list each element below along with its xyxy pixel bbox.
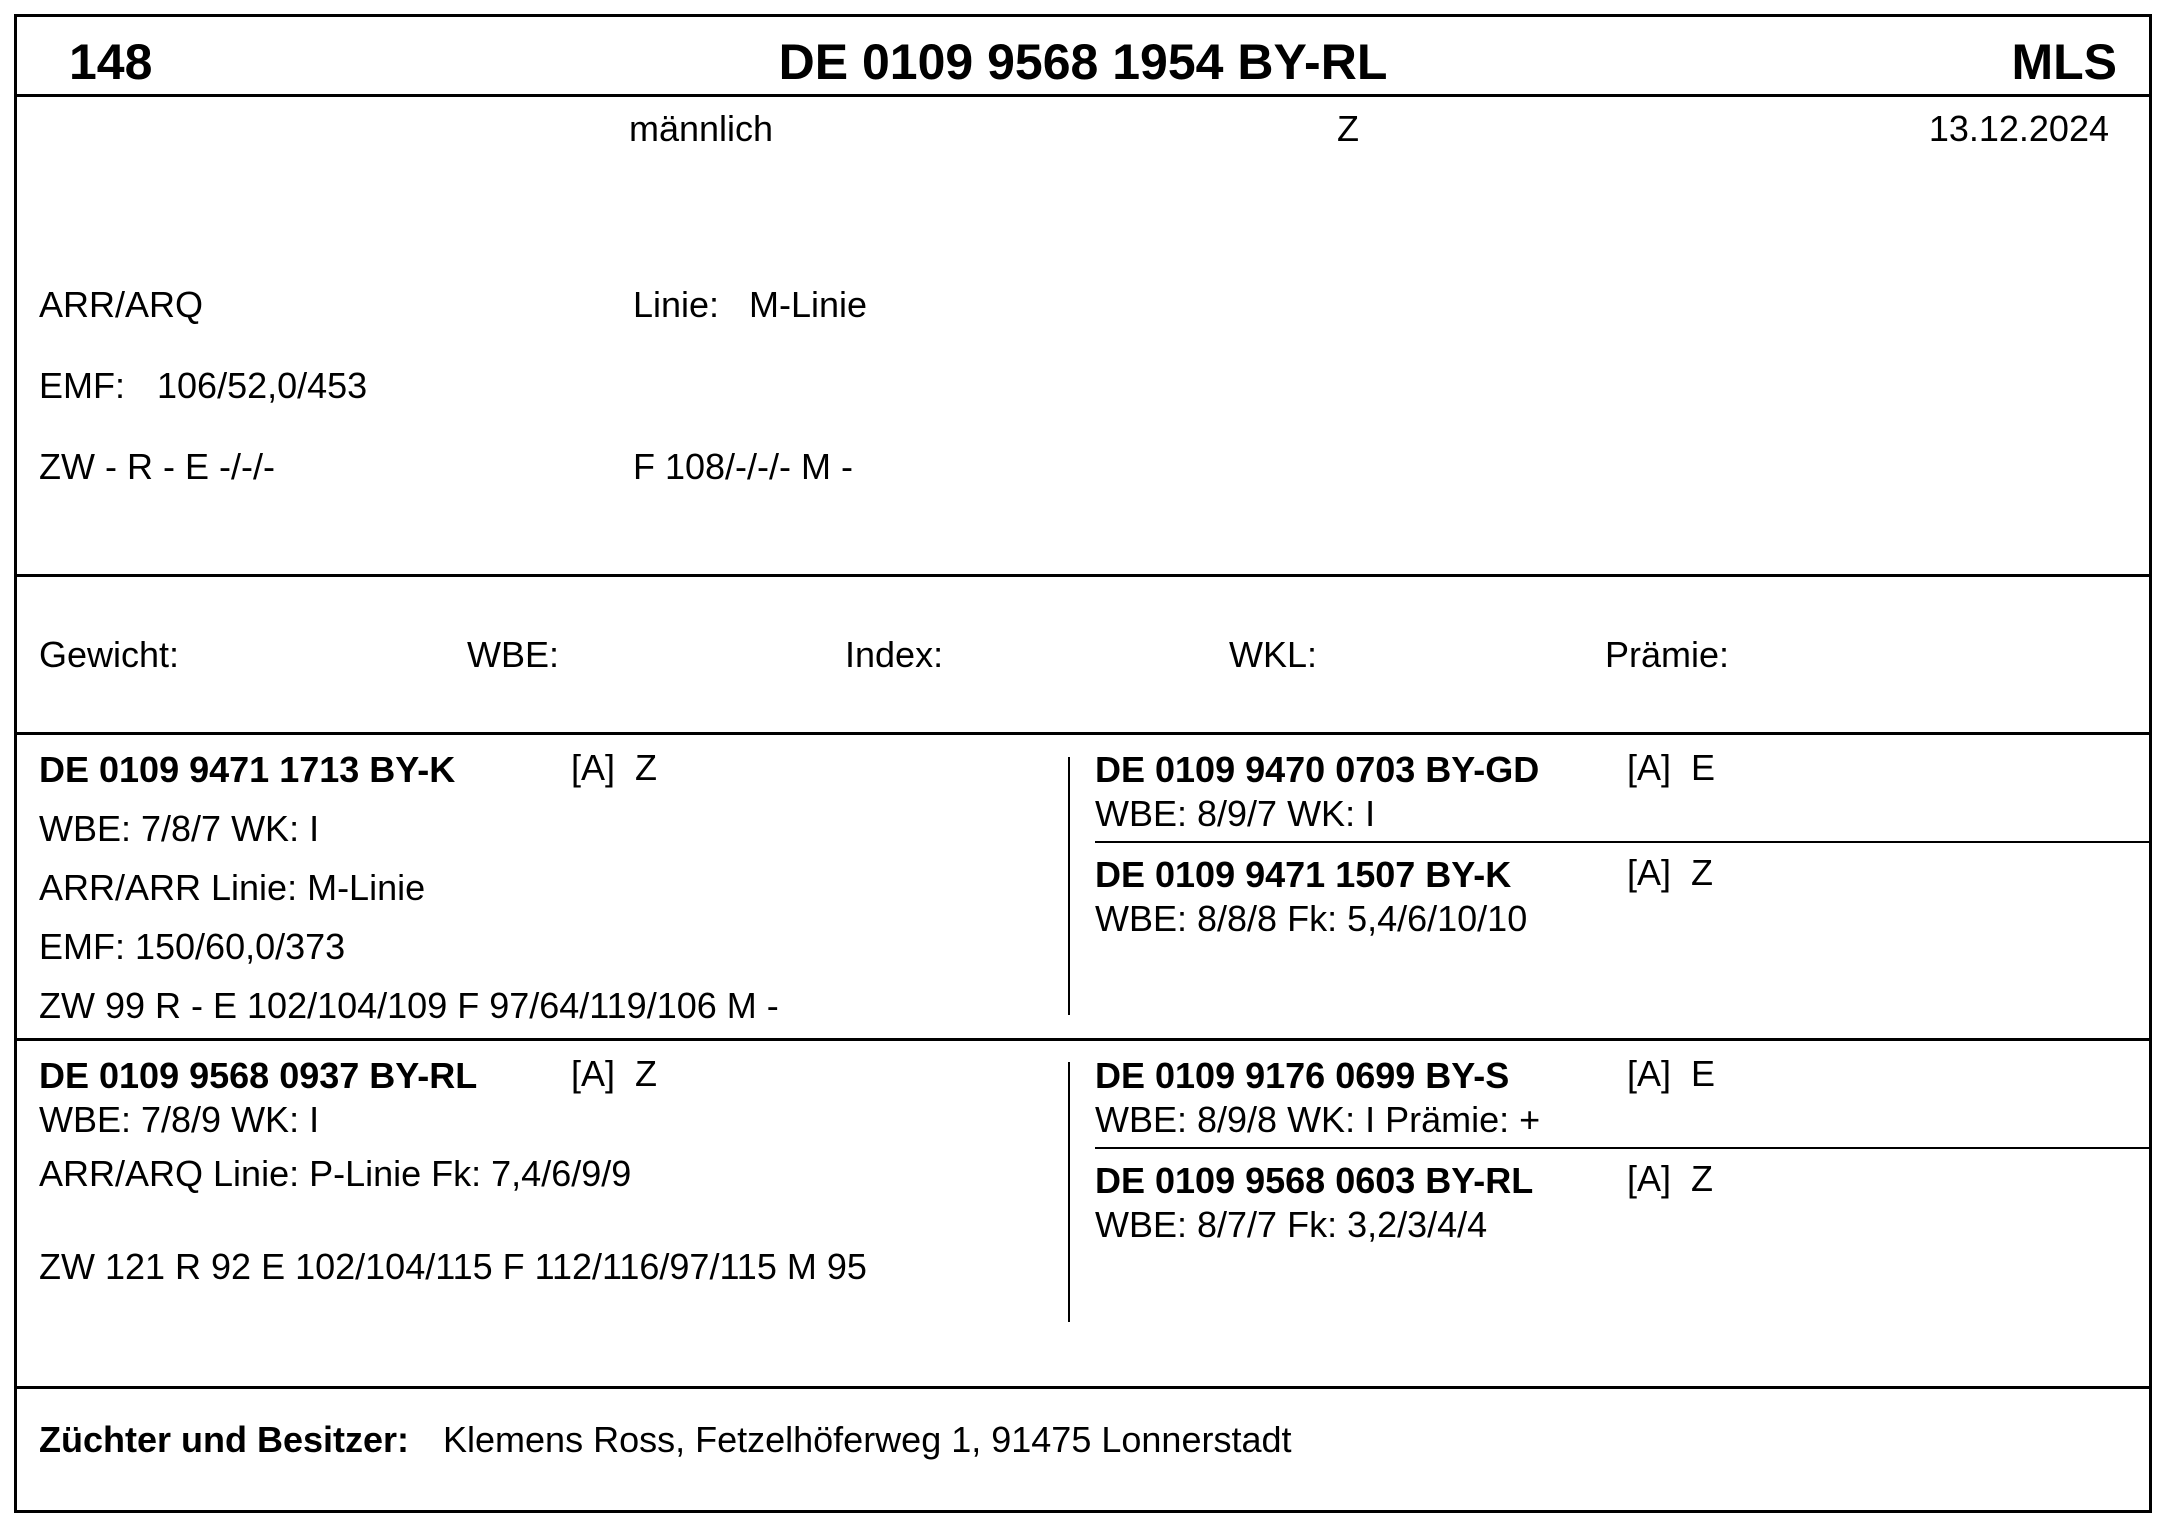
- sire-sire-tag: [A]: [1627, 747, 1672, 788]
- breed-code: MLS: [2011, 34, 2117, 90]
- sire-dam-id: DE 0109 9471 1507 BY-K: [1095, 854, 1512, 895]
- sire-tag: [A]: [571, 747, 616, 788]
- wbe-label: WBE:: [467, 634, 560, 675]
- dam-dam-tag: [A]: [1627, 1158, 1672, 1199]
- sire-column-divider: [1068, 757, 1070, 1015]
- dam-zw: ZW 121 R 92 E 102/104/115 F 112/116/97/115 M 95: [39, 1246, 867, 1287]
- arr-genotype: ARR/ARQ: [39, 284, 204, 325]
- breeder-value: Klemens Ross, Fetzelhöferweg 1, 91475 Lonnerstadt: [443, 1419, 1292, 1460]
- dam-sire-mark: E: [1691, 1053, 1716, 1094]
- sire-dam-wbe: WBE: 8/8/8 Fk: 5,4/6/10/10: [1095, 898, 1528, 939]
- animal-id: DE 0109 9568 1954 BY-RL: [778, 34, 1388, 90]
- dam-id: DE 0109 9568 0937 BY-RL: [39, 1055, 478, 1096]
- dam-ancestors-divider: [1095, 1147, 2149, 1149]
- dam-dam-id: DE 0109 9568 0603 BY-RL: [1095, 1160, 1534, 1201]
- f-values: F 108/-/-/- M -: [633, 446, 854, 487]
- emf-label: EMF:: [39, 365, 125, 406]
- breeder-label: Züchter und Besitzer:: [39, 1419, 410, 1460]
- sire-mark: Z: [635, 747, 657, 788]
- sire-wbe: WBE: 7/8/7 WK: I: [39, 808, 320, 849]
- dam-dam-mark: Z: [1691, 1158, 1713, 1199]
- sire-ancestors-divider: [1095, 841, 2149, 843]
- wkl-label: WKL:: [1229, 634, 1318, 675]
- dam-sire-id: DE 0109 9176 0699 BY-S: [1095, 1055, 1510, 1096]
- sex: männlich: [629, 108, 774, 149]
- gewicht-label: Gewicht:: [39, 634, 180, 675]
- sire-sire-mark: E: [1691, 747, 1716, 788]
- dam-dam-wbe: WBE: 8/7/7 Fk: 3,2/3/4/4: [1095, 1204, 1488, 1245]
- sire-dam-mark: Z: [1691, 852, 1713, 893]
- sire-id: DE 0109 9471 1713 BY-K: [39, 749, 456, 790]
- sire-sire-wbe: WBE: 8/9/7 WK: I: [1095, 793, 1376, 834]
- labels-divider: [17, 732, 2149, 735]
- sire-dam-divider: [17, 1038, 2149, 1041]
- dam-mark: Z: [635, 1053, 657, 1094]
- pedigree-card: [14, 14, 2152, 1513]
- zw-values: ZW - R - E -/-/-: [39, 446, 275, 487]
- breeder-divider: [17, 1386, 2149, 1389]
- date: 13.12.2024: [1928, 108, 2109, 149]
- dam-arr-linie: ARR/ARQ Linie: P-Linie Fk: 7,4/6/9/9: [39, 1153, 632, 1194]
- dam-sire-wbe: WBE: 8/9/8 WK: I Prämie: +: [1095, 1099, 1541, 1140]
- info-divider: [17, 574, 2149, 577]
- index-label: Index:: [845, 634, 944, 675]
- praemie-label: Prämie:: [1605, 634, 1730, 675]
- dam-column-divider: [1068, 1062, 1070, 1322]
- sire-emf: EMF: 150/60,0/373: [39, 926, 346, 967]
- herdbook-mark: Z: [1337, 108, 1359, 149]
- sire-zw: ZW 99 R - E 102/104/109 F 97/64/119/106 M -: [39, 985, 779, 1026]
- dam-sire-tag: [A]: [1627, 1053, 1672, 1094]
- linie-label: Linie:: [633, 284, 720, 325]
- card-number: 148: [69, 34, 153, 90]
- dam-tag: [A]: [571, 1053, 616, 1094]
- sire-dam-tag: [A]: [1627, 852, 1672, 893]
- sire-sire-id: DE 0109 9470 0703 BY-GD: [1095, 749, 1540, 790]
- header-divider: [17, 94, 2149, 97]
- emf-value: 106/52,0/453: [157, 365, 368, 406]
- dam-wbe: WBE: 7/8/9 WK: I: [39, 1099, 320, 1140]
- linie-value: M-Linie: [749, 284, 868, 325]
- sire-arr-linie: ARR/ARR Linie: M-Linie: [39, 867, 426, 908]
